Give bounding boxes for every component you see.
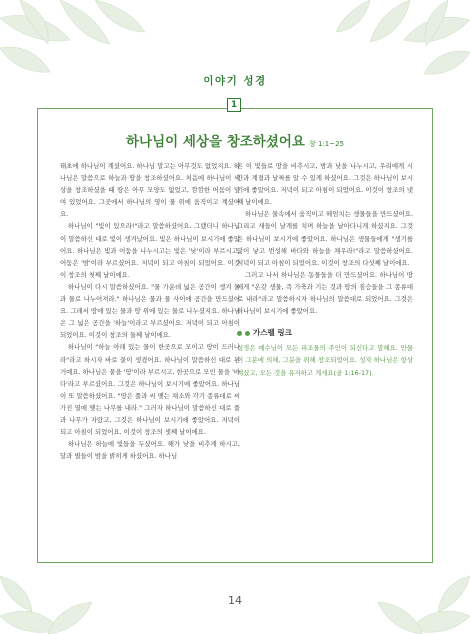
story-title: 하나님이 세상을 창조하셨어요 (126, 134, 305, 150)
paragraph: 하나님은 물속에서 움직이고 헤엄치는 생물들을 만드셨어요. 그리고 새들이 날개를 치며 하늘을 날아다니게 하셨지요. 그것은 하나님이 보시기에 좋았어요. 하나님은 생물들에게 "생기를 많이 낳고 번성해 바다와 하늘을 채우라!"라고 말씀하셨어요. 저녁이 되고 아침이 되었어요. 이것이 창조의 다섯째 날이에요. (237, 210, 413, 267)
right-column (237, 160, 413, 379)
paragraph: 하나님이 "빛이 있으라!"라고 말씀하셨어요. 그랬더니 하나님이 말씀하신 대로 빛이 생겨났어요. 빛은 하나님이 보시기에 좋았어요. 하나님은 빛과 어둠을 나누시고는 빛은 '낮'이라 부르시고, 어둠은 '밤'이라 부르셨어요. 저녁이 되고 아침이 되었어요. 이것이 창조의 첫째 날이에요. (60, 222, 240, 279)
paragraph: 하나님이 다시 말씀하셨어요. "물 가운데 넓은 공간이 생겨 물과 물로 나누어져라." 하나님은 물과 물 사이에 공간을 만드셨어요. 그래서 땅에 있는 물과 땅 위에 있는 물로 나누셨지요. 하나님은 그 넓은 공간을 '하늘'이라고 부르셨어요. 저녁이 되고 아침이 되었어요. 이것이 창조의 둘째 날이에요. (60, 282, 240, 340)
gospel-link-box (237, 327, 413, 378)
paragraph: 그러고 나서 하나님은 동물들을 더 만드셨어요. 하나님이 땅에게 "온갖 생물, 즉 가축과 기는 것과 땅의 짐승들을 그 종류대로 내라"라고 말씀하시자 하나님의 말씀대로 되었어요. 그것은 하나님이 보시기에 좋았어요. (237, 270, 413, 316)
left-column (60, 160, 240, 462)
paragraph: 하나님이 "하늘 아래 있는 물이 한곳으로 모이고 땅이 드러나라"라고 하시자 바로 뭍이 생겼어요. 하나님이 말씀하신 대로 된 거예요. 하나님은 뭍을 '땅'이라 부르시고, 한곳으로 모인 물을 '바다'라고 부르셨어요. 그것은 하나님이 보시기에 좋았어요. 하나님이 또 말씀하셨어요. "땅은 풀과 씨 맺는 채소와 각기 종류대로 씨 가진 열매 맺는 나무를 내라." 그러자 하나님이 말씀하신 대로 풀과 나무가 자랐고, 그것은 하나님이 보시기에 좋았어요. 저녁이 되고 아침이 되었어요. 이것이 창조의 셋째 날이에요. (60, 343, 240, 437)
story-number-badge: 1 (227, 98, 241, 112)
section-title: 이야기 성경 (203, 75, 267, 87)
dot-icon (237, 331, 242, 336)
scripture-reference: 창 1:1~25 (308, 140, 344, 148)
page-number: 14 (228, 594, 242, 607)
dot-icon (245, 331, 250, 336)
gospel-link-text: 성경은 예수님이 모든 피조물의 주인이 되신다고 말해요. 만물이 그분에 의해, 그분을 위해 창조되었어요. 성자 하나님은 항상 계셨고, 모든 것을 유지하고 계세요(골 1:16-17). (237, 344, 413, 377)
paragraph: 태초에 하나님이 계셨어요. 하나님 말고는 아무것도 없었지요. 하나님은 말씀으로 하늘과 땅을 창조하셨어요. 처음에 하나님이 세상을 창조하셨을 때 땅은 아무 모양도 없었고, 깜깜한 어둠이 덮여 있었어요. 그곳에서 하나님의 영이 물 위에 움직이고 계셨어요. (60, 162, 240, 219)
story-title-row (37, 130, 433, 150)
gospel-link-heading-row (237, 327, 413, 339)
gospel-link-heading: 가스펠 링크 (253, 328, 292, 338)
paragraph: 하나님은 하늘에 빛들을 두셨어요. 해가 낮을 비추게 하시고, 달과 별들이 밤을 밝히게 하셨어요. 하나님 (60, 440, 240, 461)
paragraph: 은 이 빛들로 땅을 비추시고, 밤과 낮을 나누시고, 우리에게 시간과 계절과 날짜를 알 수 있게 하셨어요. 그것은 하나님이 보시기에 좋았어요. 저녁이 되고 아침이 되었어요. 이것이 창조의 넷째 날이에요. (237, 162, 413, 207)
